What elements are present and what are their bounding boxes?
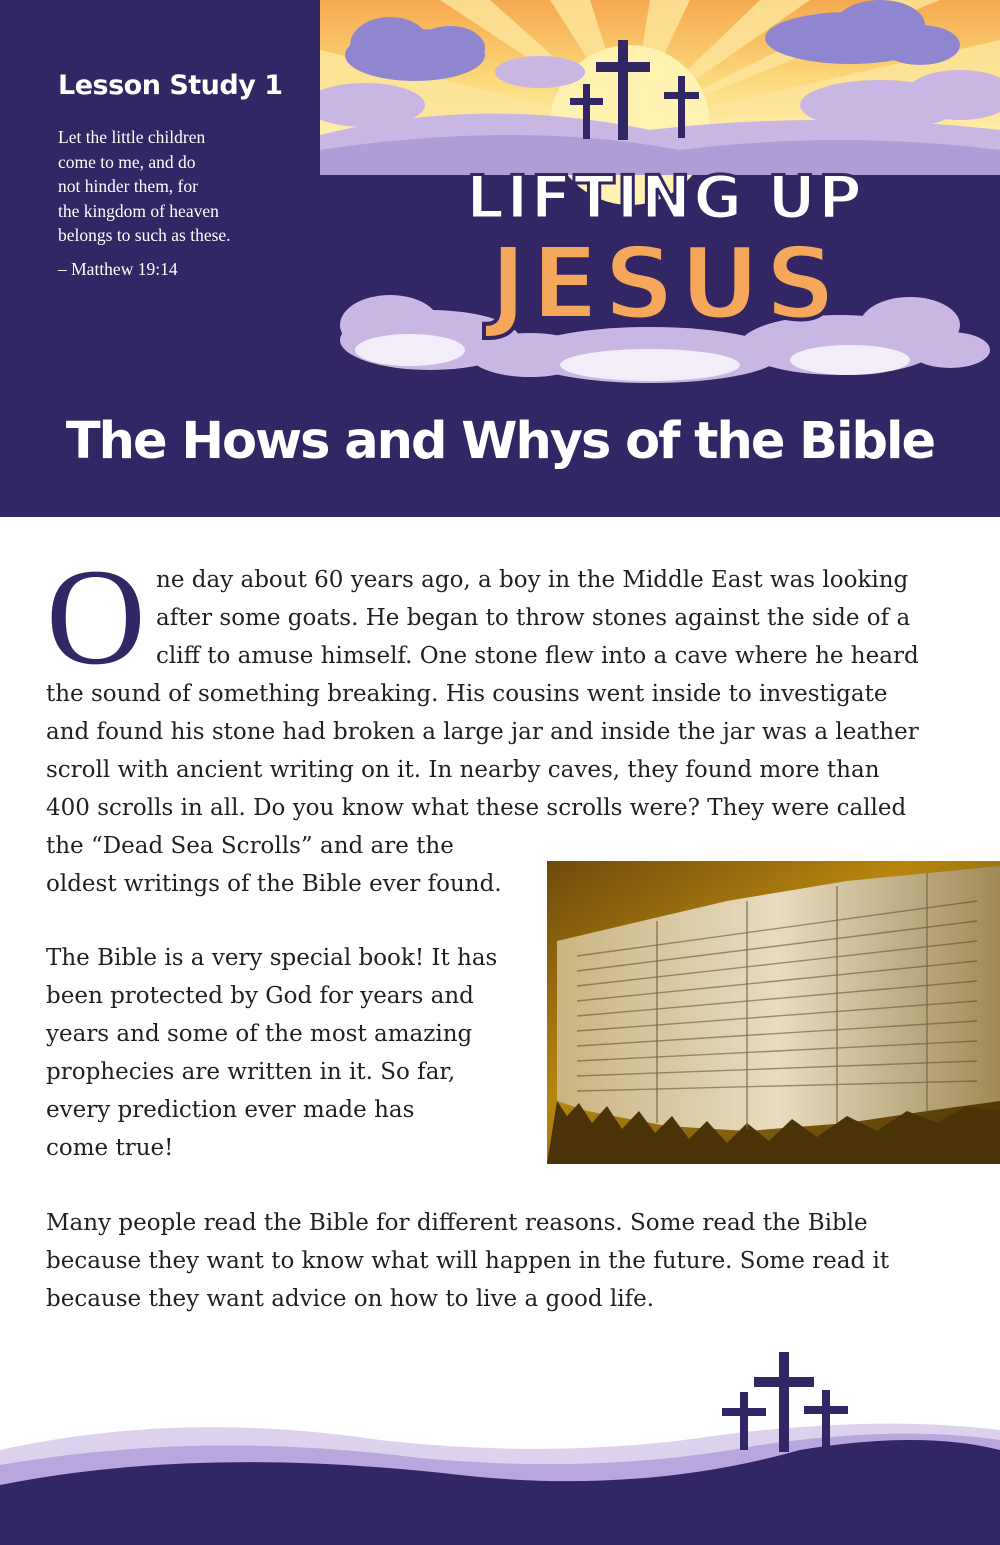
verse-line: the kingdom of heaven	[58, 200, 219, 221]
text-line: years and some of the most amazing	[46, 1021, 473, 1047]
verse-line: come to me, and do	[58, 151, 196, 172]
text-line: Many people read the Bible for different reasons. Some read the Bible	[46, 1210, 868, 1236]
text-line: because they want advice on how to live a good life.	[46, 1286, 655, 1312]
text-line: the sound of something breaking. His cousins went inside to investigate	[46, 681, 888, 707]
drop-cap: O	[46, 540, 146, 693]
text-line: oldest writings of the Bible ever found.	[46, 871, 502, 897]
verse-line: belongs to such as these.	[58, 225, 231, 245]
text-line: prophecies are written in it. So far,	[46, 1059, 456, 1085]
text-line: because they want to know what will happen in the future. Some read it	[46, 1248, 890, 1274]
text-line: been protected by God for years and	[46, 983, 474, 1009]
text-line: The Bible is a very special book! It has	[46, 945, 498, 971]
text-line: the “Dead Sea Scrolls” and are the	[46, 833, 454, 859]
page-title: The Hows and Whys of the Bible	[65, 412, 935, 471]
logo-jesus: JESUS	[489, 225, 841, 342]
text-line: ne day about 60 years ago, a boy in the Middle East was looking	[156, 567, 909, 593]
logo-lifting-up: LIFTING UP	[466, 163, 864, 233]
footer-crosses-icon	[722, 1352, 848, 1452]
dead-sea-scroll-photo	[547, 861, 1000, 1164]
text-line: and found his stone had broken a large jar and inside the jar was a leather	[46, 719, 919, 745]
text-line: scroll with ancient writing on it. In nearby caves, they found more than	[46, 757, 880, 783]
verse-line: Let the little children	[58, 127, 206, 147]
text-line: every prediction ever made has	[46, 1097, 415, 1123]
text-line: after some goats. He began to throw stones against the side of a	[156, 605, 911, 631]
text-line: cliff to amuse himself. One stone flew into a cave where he heard	[156, 643, 919, 669]
text-line: 400 scrolls in all. Do you know what these scrolls were? They were called	[46, 795, 907, 821]
lifting-up-jesus-logo	[320, 0, 1000, 400]
lesson-label: Lesson Study 1	[58, 70, 283, 101]
verse-reference: – Matthew 19:14	[58, 259, 178, 279]
footer-hills	[0, 1340, 1000, 1545]
header-banner	[0, 0, 1000, 517]
text-line: come true!	[46, 1135, 174, 1161]
verse-line: not hinder them, for	[58, 176, 198, 196]
bible-verse	[58, 125, 288, 248]
